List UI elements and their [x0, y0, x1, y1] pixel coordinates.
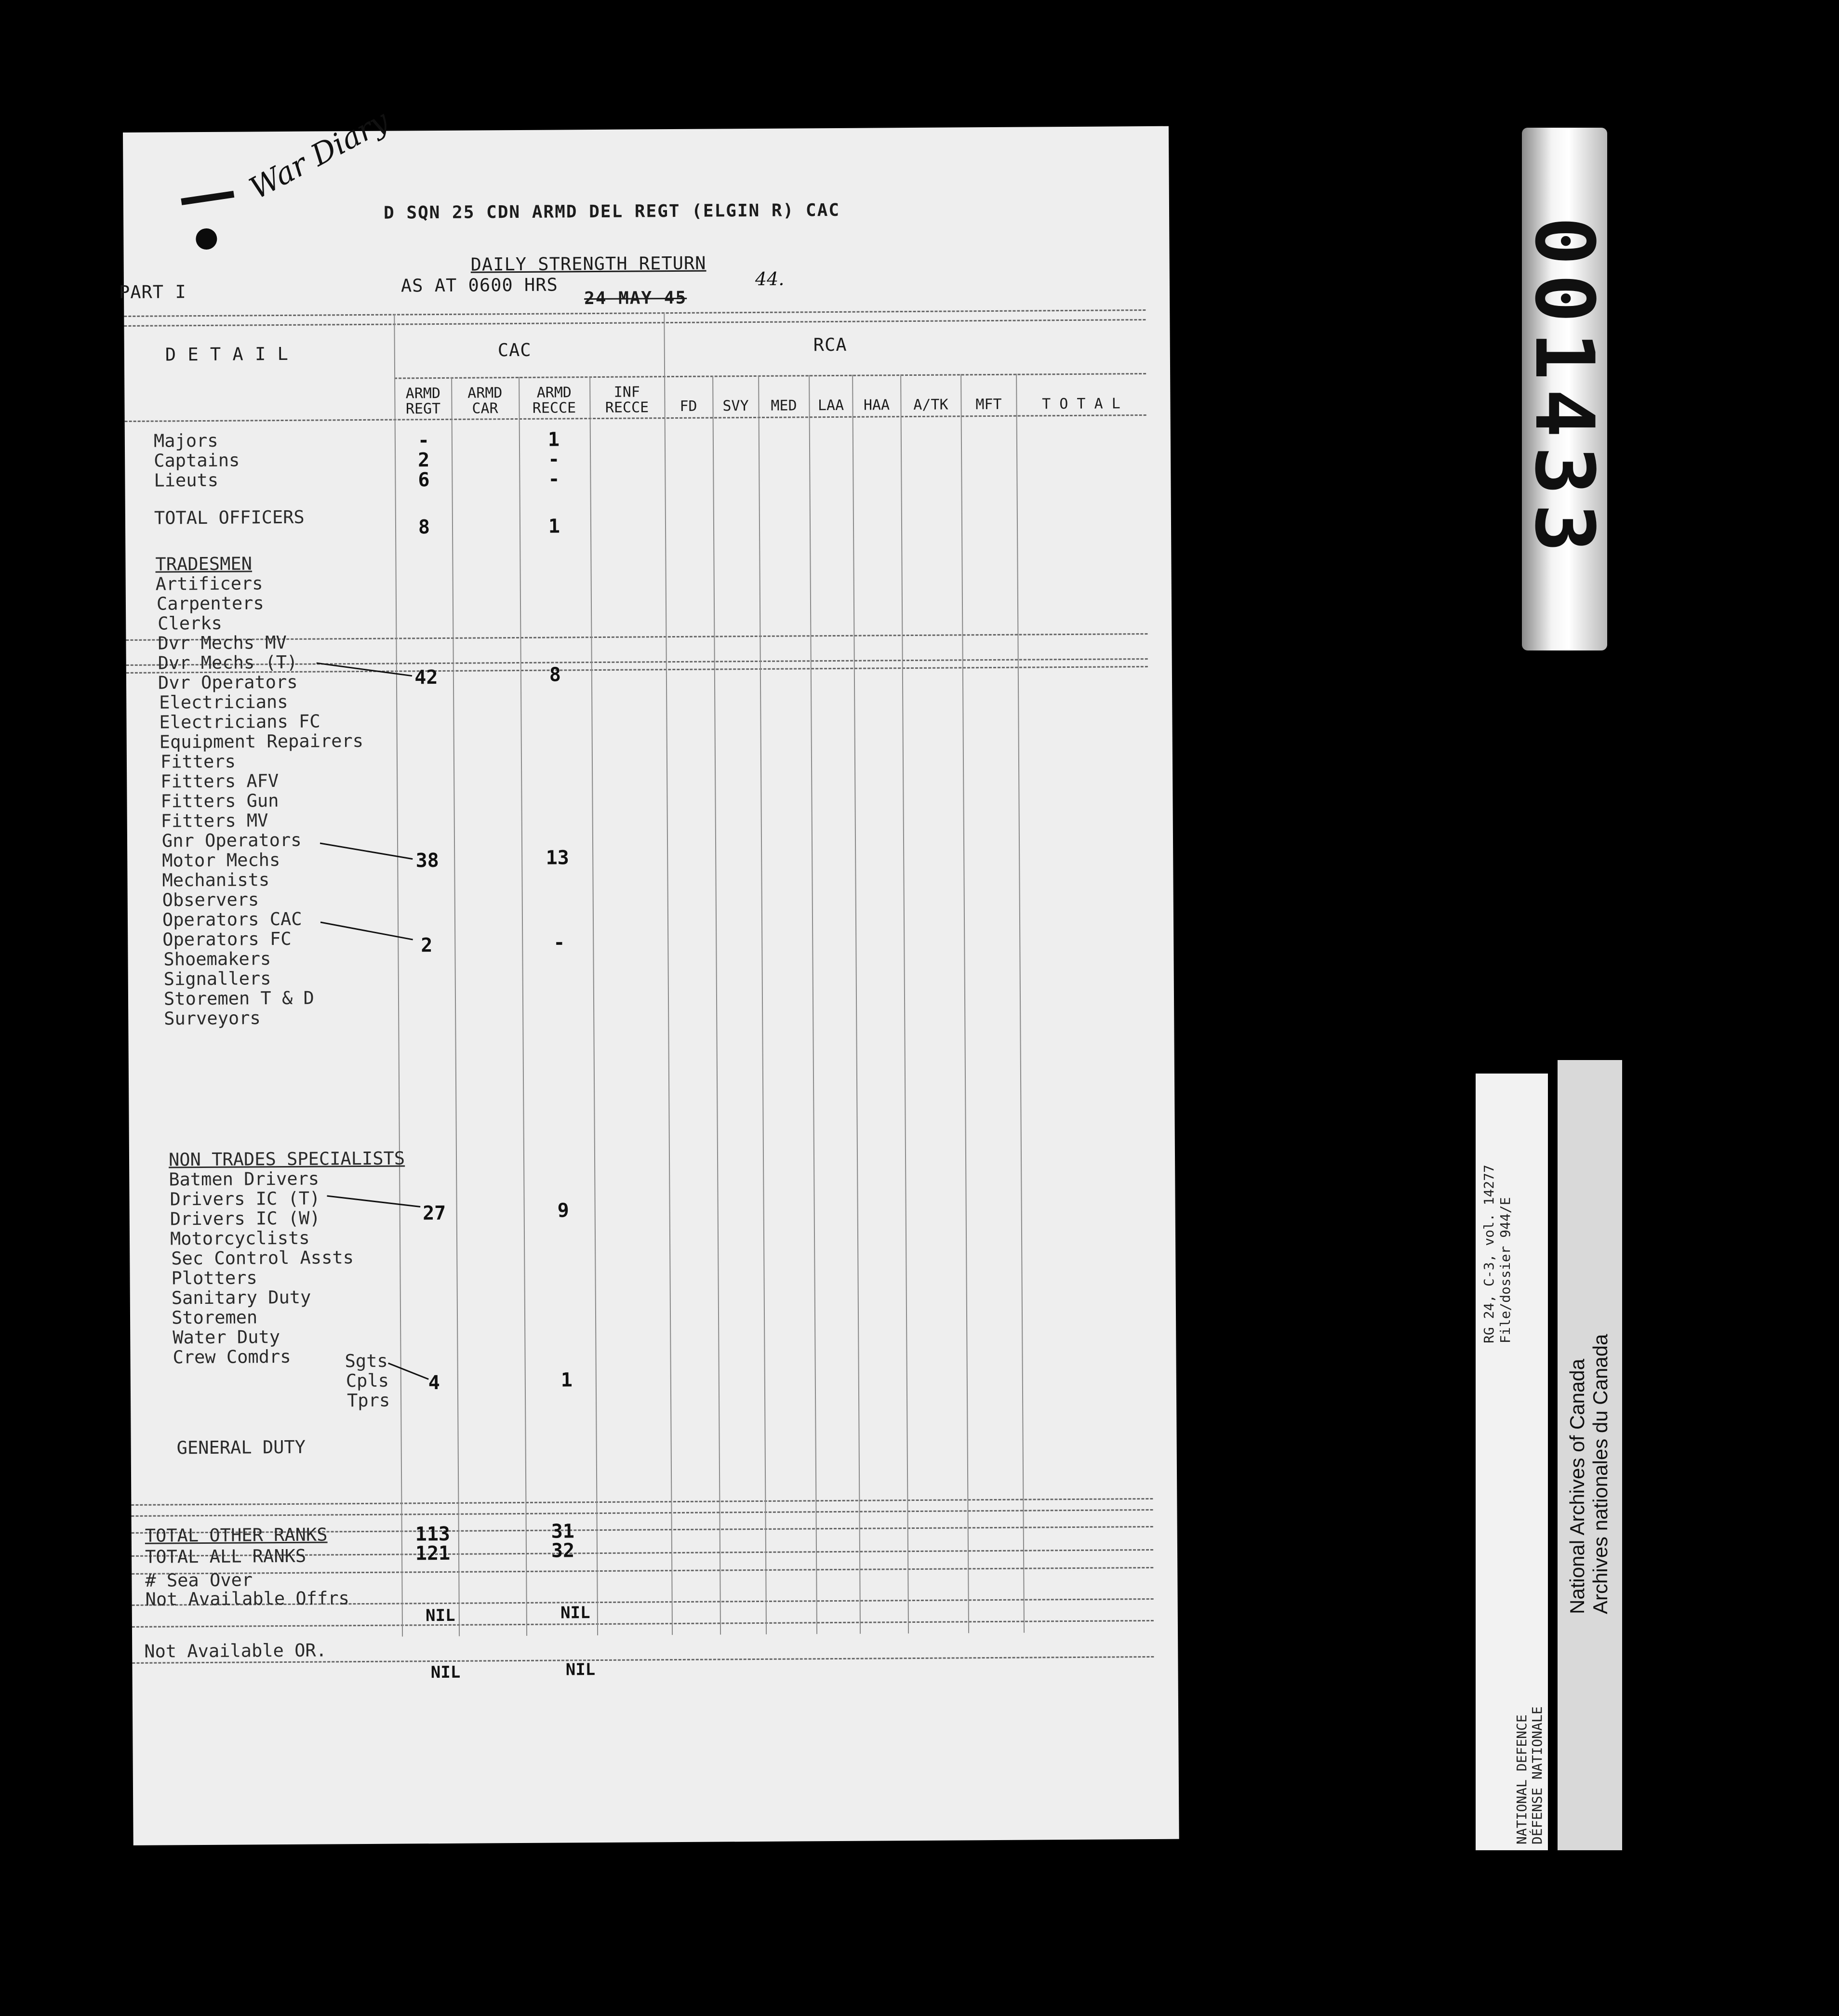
- rank-sgts: Sgts: [345, 1350, 388, 1372]
- trade-row: Dvr Operators: [158, 671, 298, 693]
- column-line: [664, 312, 673, 1635]
- row-sea-over: # Sea Over: [145, 1569, 253, 1591]
- row-majors: Majors: [153, 430, 218, 451]
- crew-comdrs-armd-recce: 1: [560, 1369, 573, 1392]
- archive-reference-label: [1476, 1074, 1548, 1850]
- row-captains: Captains: [154, 450, 240, 471]
- handwritten-note: War Diary: [243, 103, 395, 206]
- trade-row: Gnr Operators: [161, 829, 302, 851]
- column-line: [758, 375, 767, 1634]
- rule: [131, 1498, 1153, 1506]
- archives-en: National Archives of Canada: [1566, 1359, 1588, 1614]
- general-duty: GENERAL DUTY: [176, 1436, 306, 1459]
- col-armd-recce: ARMD RECCE: [532, 384, 576, 417]
- rule: [132, 1567, 1153, 1575]
- nts-row: Sanitary Duty: [171, 1287, 311, 1309]
- rule: [394, 373, 1146, 379]
- trade-row: Storemen T & D: [163, 987, 314, 1009]
- pointer-line: [320, 922, 413, 941]
- trade-row: Electricians FC: [159, 711, 320, 733]
- nts-row: Water Duty: [173, 1326, 280, 1348]
- nts-row: Drivers IC (T): [170, 1188, 320, 1210]
- trade-row: Motor Mechs: [162, 849, 280, 871]
- archive-dept-en: NATIONAL DEFENCE: [1514, 1714, 1530, 1844]
- archives-fr: Archives nationales du Canada: [1589, 1334, 1612, 1614]
- na-offrs-armd-recce: NIL: [560, 1603, 590, 1623]
- return-title: DAILY STRENGTH RETURN: [470, 252, 706, 275]
- document-page: [119, 103, 1179, 1845]
- archive-name-label: [1558, 1060, 1622, 1850]
- frame-number-strip: [1517, 128, 1612, 650]
- trade-row: Shoemakers: [163, 948, 271, 970]
- trade-row: Fitters Gun: [160, 790, 279, 812]
- col-armd-car: ARMD CAR: [467, 385, 503, 417]
- unit-title: D SQN 25 CDN ARMD DEL REGT (ELGIN R) CAC: [383, 200, 840, 223]
- part-label: PART I: [119, 281, 187, 303]
- row-total-all-ranks: TOTAL ALL RANKS: [145, 1545, 306, 1567]
- col-svy: SVY: [722, 398, 749, 415]
- trade-row: Clerks: [158, 612, 223, 634]
- nts-row: Batmen Drivers: [169, 1168, 320, 1190]
- column-line: [519, 377, 527, 1636]
- date-stamp: 24 MAY 45: [584, 288, 687, 309]
- dvr-mechs-t-armd-recce: 8: [549, 663, 561, 686]
- row-total-other-ranks: TOTAL OTHER RANKS: [145, 1524, 328, 1546]
- col-laa: LAA: [817, 397, 844, 414]
- archive-dept-fr: DÉFENSE NATIONALE: [1529, 1706, 1545, 1844]
- trade-row: Artificers: [155, 573, 263, 595]
- column-line: [852, 375, 861, 1634]
- row-total-officers: TOTAL OFFICERS: [154, 506, 305, 529]
- total-other-ranks-armd-recce: 31: [551, 1520, 574, 1543]
- frame-number: 001433: [1517, 216, 1612, 561]
- nts-row: Storemen: [171, 1307, 258, 1328]
- col-mft: MFT: [975, 396, 1002, 413]
- rank-tprs: Tprs: [346, 1390, 390, 1411]
- group-rca: RCA: [813, 334, 847, 356]
- total-officers-armd-regt: 8: [418, 516, 430, 539]
- punch-dot: [196, 228, 217, 250]
- majors-armd-recce: 1: [547, 428, 560, 451]
- detail-header: D E T A I L: [165, 343, 289, 365]
- nts-row: Plotters: [171, 1267, 257, 1289]
- na-or-armd-regt: NIL: [430, 1662, 461, 1683]
- col-total: T O T A L: [1042, 395, 1120, 413]
- ink-mark: [181, 191, 234, 205]
- trade-row: Observers: [162, 889, 259, 911]
- trade-row: Carpenters: [156, 593, 264, 614]
- nts-header: NON TRADES SPECIALISTS: [168, 1148, 405, 1170]
- pointer-line: [327, 1195, 420, 1207]
- nts-row: Sec Control Assts: [171, 1247, 354, 1269]
- trade-row: Fitters AFV: [160, 770, 279, 792]
- majors-armd-regt: -: [417, 429, 430, 452]
- column-line: [960, 374, 969, 1633]
- nts-row: Drivers IC (W): [170, 1207, 320, 1230]
- pointer-line: [320, 843, 413, 860]
- operators-cac-armd-recce: -: [553, 931, 565, 954]
- captains-armd-regt: 2: [417, 449, 430, 472]
- column-line: [1016, 374, 1025, 1633]
- tradesmen-header: TRADESMEN: [155, 553, 253, 575]
- column-line: [809, 375, 817, 1634]
- dvr-mechs-t-armd-regt: 42: [414, 666, 438, 689]
- row-lieuts: Lieuts: [154, 469, 219, 491]
- col-atk: A/TK: [913, 396, 948, 413]
- trade-row: Operators CAC: [162, 908, 302, 930]
- total-all-ranks-armd-regt: 121: [415, 1542, 451, 1565]
- nts-row: Motorcyclists: [170, 1227, 310, 1249]
- nts-row: Crew Comdrs: [173, 1346, 291, 1368]
- col-haa: HAA: [863, 397, 890, 414]
- drivers-ic-t-armd-recce: 9: [557, 1199, 569, 1222]
- group-cac: CAC: [497, 339, 532, 361]
- trade-row: Fitters MV: [160, 810, 268, 832]
- trade-row: Dvr Mechs MV: [158, 632, 287, 654]
- rule: [132, 1620, 1154, 1628]
- column-line: [900, 374, 909, 1633]
- archive-ref: RG 24, C-3, vol. 14277: [1481, 1165, 1497, 1343]
- col-med: MED: [771, 397, 797, 414]
- captains-armd-recce: -: [547, 448, 560, 471]
- trade-row: Signallers: [163, 968, 271, 990]
- crew-comdrs-armd-regt: 4: [428, 1372, 440, 1394]
- rank-cpls: Cpls: [346, 1370, 389, 1392]
- as-at-label: AS AT 0600 HRS: [400, 274, 558, 296]
- total-officers-armd-recce: 1: [548, 515, 560, 538]
- drivers-ic-t-armd-regt: 27: [422, 1202, 446, 1225]
- column-line: [451, 377, 460, 1636]
- trade-row: Dvr Mechs (T): [158, 651, 298, 674]
- date-handwritten: 44.: [755, 268, 785, 290]
- col-fd: FD: [680, 398, 697, 415]
- column-line: [589, 376, 598, 1635]
- lieuts-armd-regt: 6: [418, 469, 430, 491]
- operators-cac-armd-regt: 2: [421, 934, 433, 957]
- col-inf-recce: INF RECCE: [605, 384, 649, 416]
- rule: [132, 1509, 1153, 1517]
- column-line: [712, 376, 721, 1635]
- row-na-offrs: Not Available Offrs: [145, 1588, 349, 1610]
- trade-row: Electricians: [159, 691, 288, 713]
- trade-row: Fitters: [160, 751, 236, 772]
- total-all-ranks-armd-recce: 32: [551, 1539, 575, 1562]
- trade-row: Equipment Repairers: [159, 730, 364, 753]
- trade-row: Operators FC: [162, 928, 292, 950]
- archive-file: File/dossier 944/E: [1497, 1197, 1513, 1343]
- col-armd-regt: ARMD REGT: [405, 385, 441, 418]
- gnr-operators-armd-recce: 13: [546, 847, 569, 869]
- rule: [124, 309, 1146, 317]
- pointer-line: [317, 663, 413, 677]
- trade-row: Surveyors: [164, 1008, 261, 1029]
- na-or-armd-recce: NIL: [565, 1660, 596, 1680]
- column-line: [394, 314, 403, 1637]
- rule: [124, 319, 1146, 327]
- pointer-line: [388, 1363, 429, 1380]
- trade-row: Mechanists: [162, 869, 270, 891]
- gnr-operators-armd-regt: 38: [415, 849, 439, 872]
- row-na-or: Not Available OR.: [144, 1640, 327, 1662]
- lieuts-armd-recce: -: [548, 468, 560, 491]
- total-other-ranks-armd-regt: 113: [415, 1523, 451, 1546]
- na-offrs-armd-regt: NIL: [425, 1605, 455, 1626]
